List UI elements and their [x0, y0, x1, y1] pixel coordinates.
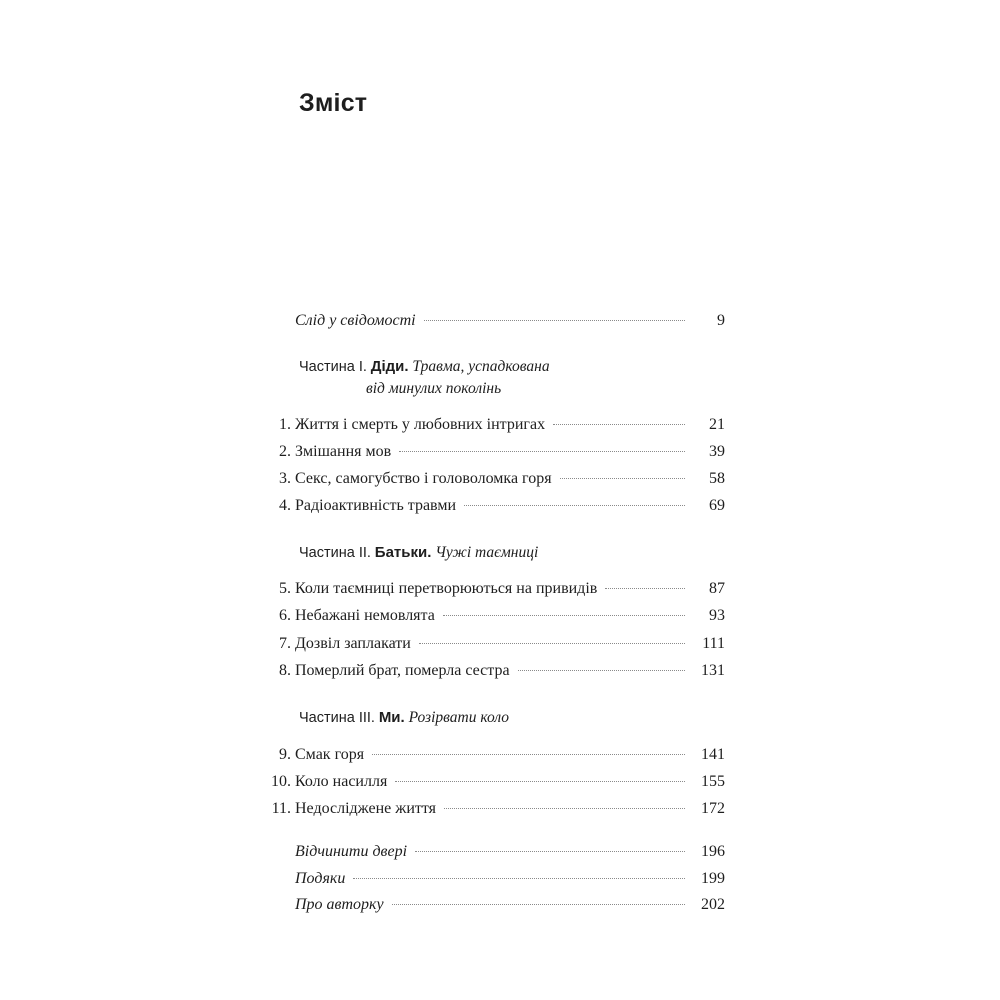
- entry-number: 7.: [279, 635, 291, 652]
- page-title: Зміст: [299, 89, 368, 117]
- entry-number: 2.: [279, 443, 291, 460]
- entry-title: Про авторку: [295, 896, 384, 913]
- entry-title: Слід у свідомості: [295, 312, 416, 329]
- dot-leader: [399, 451, 685, 452]
- entry-number: 5.: [279, 580, 291, 597]
- part-subtitle: Травма, успадкована: [412, 358, 550, 375]
- part-heading-2[interactable]: [299, 542, 729, 564]
- entry-title: Коли таємниці перетворюються на привидів: [295, 580, 598, 597]
- dot-leader: [419, 643, 685, 644]
- toc-entry-chapter-8[interactable]: [255, 659, 725, 683]
- toc-entry-chapter-5[interactable]: [255, 577, 725, 601]
- entry-page-number: 131: [701, 662, 725, 679]
- toc-entry-chapter-4[interactable]: [255, 494, 725, 518]
- entry-page-number: 69: [709, 497, 725, 514]
- entry-page-number: 202: [701, 896, 725, 913]
- entry-number: 10.: [271, 773, 291, 790]
- entry-number: 3.: [279, 470, 291, 487]
- entry-page-number: 172: [701, 800, 725, 817]
- toc-entry-chapter-2[interactable]: [255, 440, 725, 464]
- dot-leader: [553, 424, 685, 425]
- toc-entry-chapter-3[interactable]: [255, 467, 725, 491]
- entry-number: 6.: [279, 607, 291, 624]
- toc-entry-about-author[interactable]: [255, 893, 725, 917]
- toc-entry-chapter-7[interactable]: [255, 632, 725, 656]
- dot-leader: [605, 588, 685, 589]
- part-label: Частина II.: [299, 545, 371, 561]
- toc-entry-intro[interactable]: [255, 309, 725, 333]
- dot-leader: [353, 878, 685, 879]
- dot-leader: [392, 904, 685, 905]
- part-heading-3[interactable]: [299, 707, 729, 729]
- toc-entry-afterword[interactable]: [255, 840, 725, 864]
- entry-page-number: 21: [709, 416, 725, 433]
- dot-leader: [415, 851, 685, 852]
- dot-leader: [560, 478, 685, 479]
- part-name: Діди.: [370, 358, 409, 375]
- entry-title: Смак горя: [295, 746, 365, 763]
- entry-title: Відчинити двері: [295, 843, 408, 860]
- entry-page-number: 39: [709, 443, 725, 460]
- entry-page-number: 155: [701, 773, 725, 790]
- entry-page-number: 58: [709, 470, 725, 487]
- entry-number: 8.: [279, 662, 291, 679]
- entry-title: Секс, самогубство і головоломка горя: [295, 470, 552, 487]
- part-label: Частина I.: [299, 359, 367, 375]
- entry-page-number: 199: [701, 870, 725, 887]
- part-name: Ми.: [378, 709, 405, 726]
- entry-page-number: 9: [717, 312, 725, 329]
- dot-leader: [395, 781, 685, 782]
- dot-leader: [424, 320, 685, 321]
- entry-title: Недосліджене життя: [295, 800, 437, 817]
- entry-title: Радіоактивність травми: [295, 497, 457, 514]
- dot-leader: [372, 754, 685, 755]
- entry-page-number: 111: [702, 635, 725, 652]
- entry-title: Змішання мов: [295, 443, 392, 460]
- entry-number: 1.: [279, 416, 291, 433]
- entry-title: Небажані немовлята: [295, 607, 435, 624]
- dot-leader: [464, 505, 685, 506]
- toc-entry-chapter-1[interactable]: [255, 413, 725, 437]
- part-subtitle-line2: від минулих поколінь: [366, 380, 502, 397]
- entry-title: Життя і смерть у любовних інтригах: [295, 416, 546, 433]
- part-label: Частина III.: [299, 710, 375, 726]
- entry-title: Коло насилля: [295, 773, 388, 790]
- entry-page-number: 141: [701, 746, 725, 763]
- part-subtitle: Чужі таємниці: [435, 544, 539, 561]
- toc-entry-chapter-10[interactable]: [255, 770, 725, 794]
- entry-title: Подяки: [295, 870, 346, 887]
- part-name: Батьки.: [374, 544, 432, 561]
- toc-entry-chapter-11[interactable]: [255, 797, 725, 821]
- dot-leader: [518, 670, 685, 671]
- part-subtitle: Розірвати коло: [408, 709, 510, 726]
- toc-entry-acknowledgements[interactable]: [255, 867, 725, 891]
- entry-page-number: 196: [701, 843, 725, 860]
- entry-page-number: 93: [709, 607, 725, 624]
- part-heading-1[interactable]: [299, 356, 729, 400]
- dot-leader: [444, 808, 685, 809]
- entry-page-number: 87: [709, 580, 725, 597]
- entry-title: Дозвіл заплакати: [295, 635, 411, 652]
- entry-number: 9.: [279, 746, 291, 763]
- dot-leader: [443, 615, 685, 616]
- entry-number: 4.: [279, 497, 291, 514]
- toc-entry-chapter-9[interactable]: [255, 743, 725, 767]
- entry-title: Померлий брат, померла сестра: [295, 662, 510, 679]
- toc-entry-chapter-6[interactable]: [255, 604, 725, 628]
- entry-number: 11.: [271, 800, 291, 817]
